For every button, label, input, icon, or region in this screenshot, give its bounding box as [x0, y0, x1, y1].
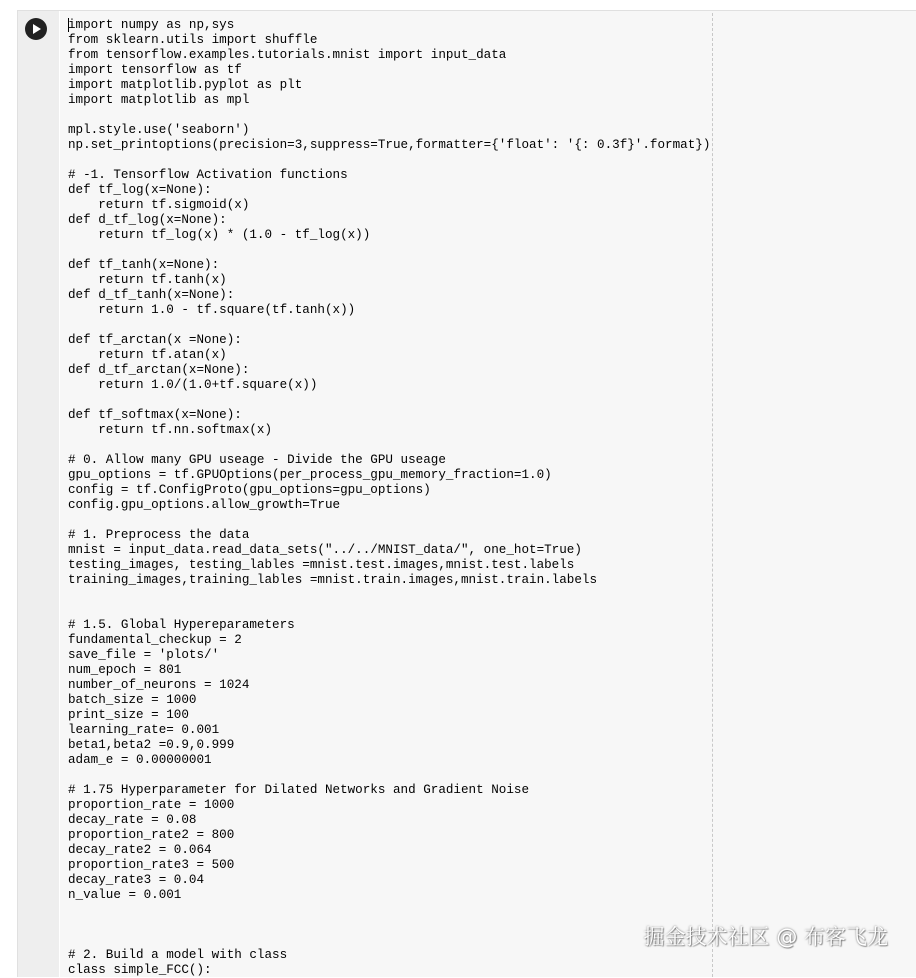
- code-line[interactable]: [68, 768, 908, 783]
- code-line[interactable]: def d_tf_log(x=None):: [68, 213, 227, 227]
- code-line[interactable]: proportion_rate3 = 500: [68, 858, 235, 872]
- code-line[interactable]: import matplotlib.pyplot as plt: [68, 78, 303, 92]
- code-line[interactable]: proportion_rate = 1000: [68, 798, 235, 812]
- code-line[interactable]: return tf.nn.softmax(x): [68, 423, 273, 437]
- code-line[interactable]: from tensorflow.examples.tutorials.mnist import input_data: [68, 48, 507, 62]
- code-line[interactable]: # 1.75 Hyperparameter for Dilated Networks and Gradient Noise: [68, 783, 530, 797]
- run-cell-button[interactable]: [25, 18, 47, 40]
- code-line[interactable]: proportion_rate2 = 800: [68, 828, 235, 842]
- code-line[interactable]: import matplotlib as mpl: [68, 93, 250, 107]
- code-line[interactable]: config = tf.ConfigProto(gpu_options=gpu_options): [68, 483, 431, 497]
- code-line[interactable]: save_file = 'plots/': [68, 648, 220, 662]
- code-line[interactable]: return tf.sigmoid(x): [68, 198, 250, 212]
- code-line[interactable]: [68, 108, 908, 123]
- code-line[interactable]: from sklearn.utils import shuffle: [68, 33, 318, 47]
- code-line[interactable]: def tf_arctan(x =None):: [68, 333, 242, 347]
- code-line[interactable]: learning_rate= 0.001: [68, 723, 220, 737]
- code-line[interactable]: decay_rate = 0.08: [68, 813, 197, 827]
- code-line[interactable]: def d_tf_tanh(x=None):: [68, 288, 235, 302]
- code-line[interactable]: adam_e = 0.00000001: [68, 753, 212, 767]
- text-cursor: [68, 18, 69, 32]
- code-line[interactable]: np.set_printoptions(precision=3,suppress=True,formatter={'float': '{: 0.3f}'.format}): [68, 138, 711, 152]
- code-editor[interactable]: [60, 11, 916, 977]
- code-line[interactable]: return 1.0 - tf.square(tf.tanh(x)): [68, 303, 356, 317]
- cell-gutter: [18, 11, 59, 977]
- code-line[interactable]: return tf.tanh(x): [68, 273, 227, 287]
- code-line[interactable]: return 1.0/(1.0+tf.square(x)): [68, 378, 318, 392]
- code-line[interactable]: [68, 318, 908, 333]
- code-line[interactable]: # 0. Allow many GPU useage - Divide the GPU useage: [68, 453, 446, 467]
- code-line[interactable]: [68, 903, 908, 918]
- code-line[interactable]: [68, 393, 908, 408]
- code-line[interactable]: print_size = 100: [68, 708, 189, 722]
- code-cell[interactable]: [17, 10, 916, 977]
- code-line[interactable]: def tf_log(x=None):: [68, 183, 212, 197]
- code-line[interactable]: import tensorflow as tf: [68, 63, 242, 77]
- code-line[interactable]: [68, 243, 908, 258]
- code-line[interactable]: [68, 438, 908, 453]
- code-line[interactable]: # -1. Tensorflow Activation functions: [68, 168, 348, 182]
- code-line[interactable]: # 2. Build a model with class: [68, 948, 288, 962]
- code-line[interactable]: return tf_log(x) * (1.0 - tf_log(x)): [68, 228, 371, 242]
- code-line[interactable]: batch_size = 1000: [68, 693, 197, 707]
- code-line[interactable]: [68, 588, 908, 603]
- code-text[interactable]: [68, 18, 908, 978]
- code-line[interactable]: import numpy as np,sys: [68, 18, 235, 32]
- code-line[interactable]: mpl.style.use('seaborn'): [68, 123, 250, 137]
- watermark: 掘金技术社区 @ 布客飞龙: [643, 925, 888, 949]
- code-line[interactable]: [68, 603, 908, 618]
- code-line[interactable]: [68, 153, 908, 168]
- code-line[interactable]: decay_rate3 = 0.04: [68, 873, 205, 887]
- code-line[interactable]: number_of_neurons = 1024: [68, 678, 250, 692]
- code-line[interactable]: testing_images, testing_lables =mnist.test.images,mnist.test.labels: [68, 558, 575, 572]
- code-line[interactable]: gpu_options = tf.GPUOptions(per_process_gpu_memory_fraction=1.0): [68, 468, 552, 482]
- code-line[interactable]: decay_rate2 = 0.064: [68, 843, 212, 857]
- code-line[interactable]: config.gpu_options.allow_growth=True: [68, 498, 341, 512]
- code-line[interactable]: return tf.atan(x): [68, 348, 227, 362]
- code-line[interactable]: class simple_FCC():: [68, 963, 212, 977]
- code-line[interactable]: # 1.5. Global Hypereparameters: [68, 618, 295, 632]
- code-line[interactable]: n_value = 0.001: [68, 888, 182, 902]
- code-line[interactable]: [68, 513, 908, 528]
- code-line[interactable]: beta1,beta2 =0.9,0.999: [68, 738, 235, 752]
- code-line[interactable]: def tf_softmax(x=None):: [68, 408, 242, 422]
- code-line[interactable]: num_epoch = 801: [68, 663, 182, 677]
- code-line[interactable]: fundamental_checkup = 2: [68, 633, 242, 647]
- code-line[interactable]: def tf_tanh(x=None):: [68, 258, 220, 272]
- code-line[interactable]: # 1. Preprocess the data: [68, 528, 250, 542]
- code-line[interactable]: training_images,training_lables =mnist.train.images,mnist.train.labels: [68, 573, 598, 587]
- code-line[interactable]: mnist = input_data.read_data_sets("../../MNIST_data/", one_hot=True): [68, 543, 582, 557]
- code-line[interactable]: def d_tf_arctan(x=None):: [68, 363, 250, 377]
